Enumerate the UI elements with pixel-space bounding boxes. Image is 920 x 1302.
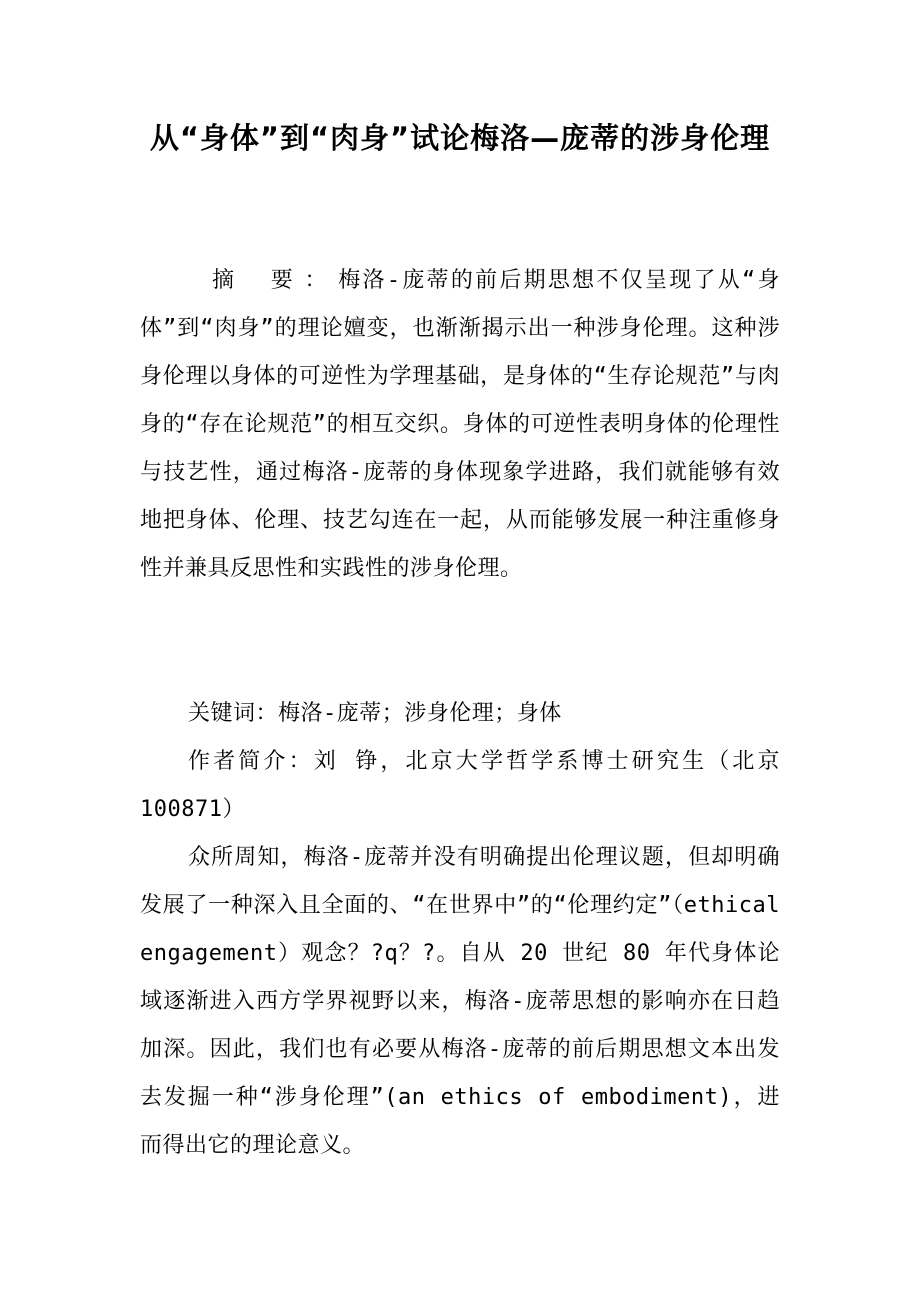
keywords-text: 梅洛-庞蒂；涉身伦理；身体: [278, 701, 562, 726]
keywords-paragraph: [140, 690, 780, 738]
author-label: 作者简介：: [188, 749, 314, 774]
paper-title: 从“身体”到“肉身”试论梅洛—庞蒂的涉身伦理: [149, 121, 771, 155]
abstract-text: 梅洛-庞蒂的前后期思想不仅呈现了从“身体”到“肉身”的理论嬗变，也渐渐揭示出一种涉身伦理。这种涉身伦理以身体的可逆性为学理基础，是身体的“生存论规范”与肉身的“存在论规范”的相互交织。身体的可逆性表明身体的伦理性与技艺性，通过梅洛-庞蒂的身体现象学进路，我们就能够有效地把身体、伦理、技艺勾连在一起，从而能够发展一种注重修身性并兼具反思性和实践性的涉身伦理。: [140, 268, 780, 581]
abstract-label: 摘 要：: [212, 268, 339, 293]
author-text: 刘 铮，北京大学哲学系博士研究生（北京 100871）: [140, 749, 780, 822]
intro-paragraph: 众所周知，梅洛-庞蒂并没有明确提出伦理议题，但却明确发展了一种深入且全面的、“在世界中”的“伦理约定”（ethical engagement）观念？?q？?。自从 20 世纪 80 年代身体论域逐渐进入西方学界视野以来，梅洛-庞蒂思想的影响亦在日趋加深。因此，我们也有必要从梅洛-庞蒂的前后期思想文本出发去发掘一种“涉身伦理”(an ethics of embodiment)，进而得出它的理论意义。: [140, 845, 780, 1158]
abstract-paragraph: [140, 257, 780, 593]
keywords-label: 关键词：: [188, 701, 279, 726]
author-paragraph: [140, 738, 780, 834]
